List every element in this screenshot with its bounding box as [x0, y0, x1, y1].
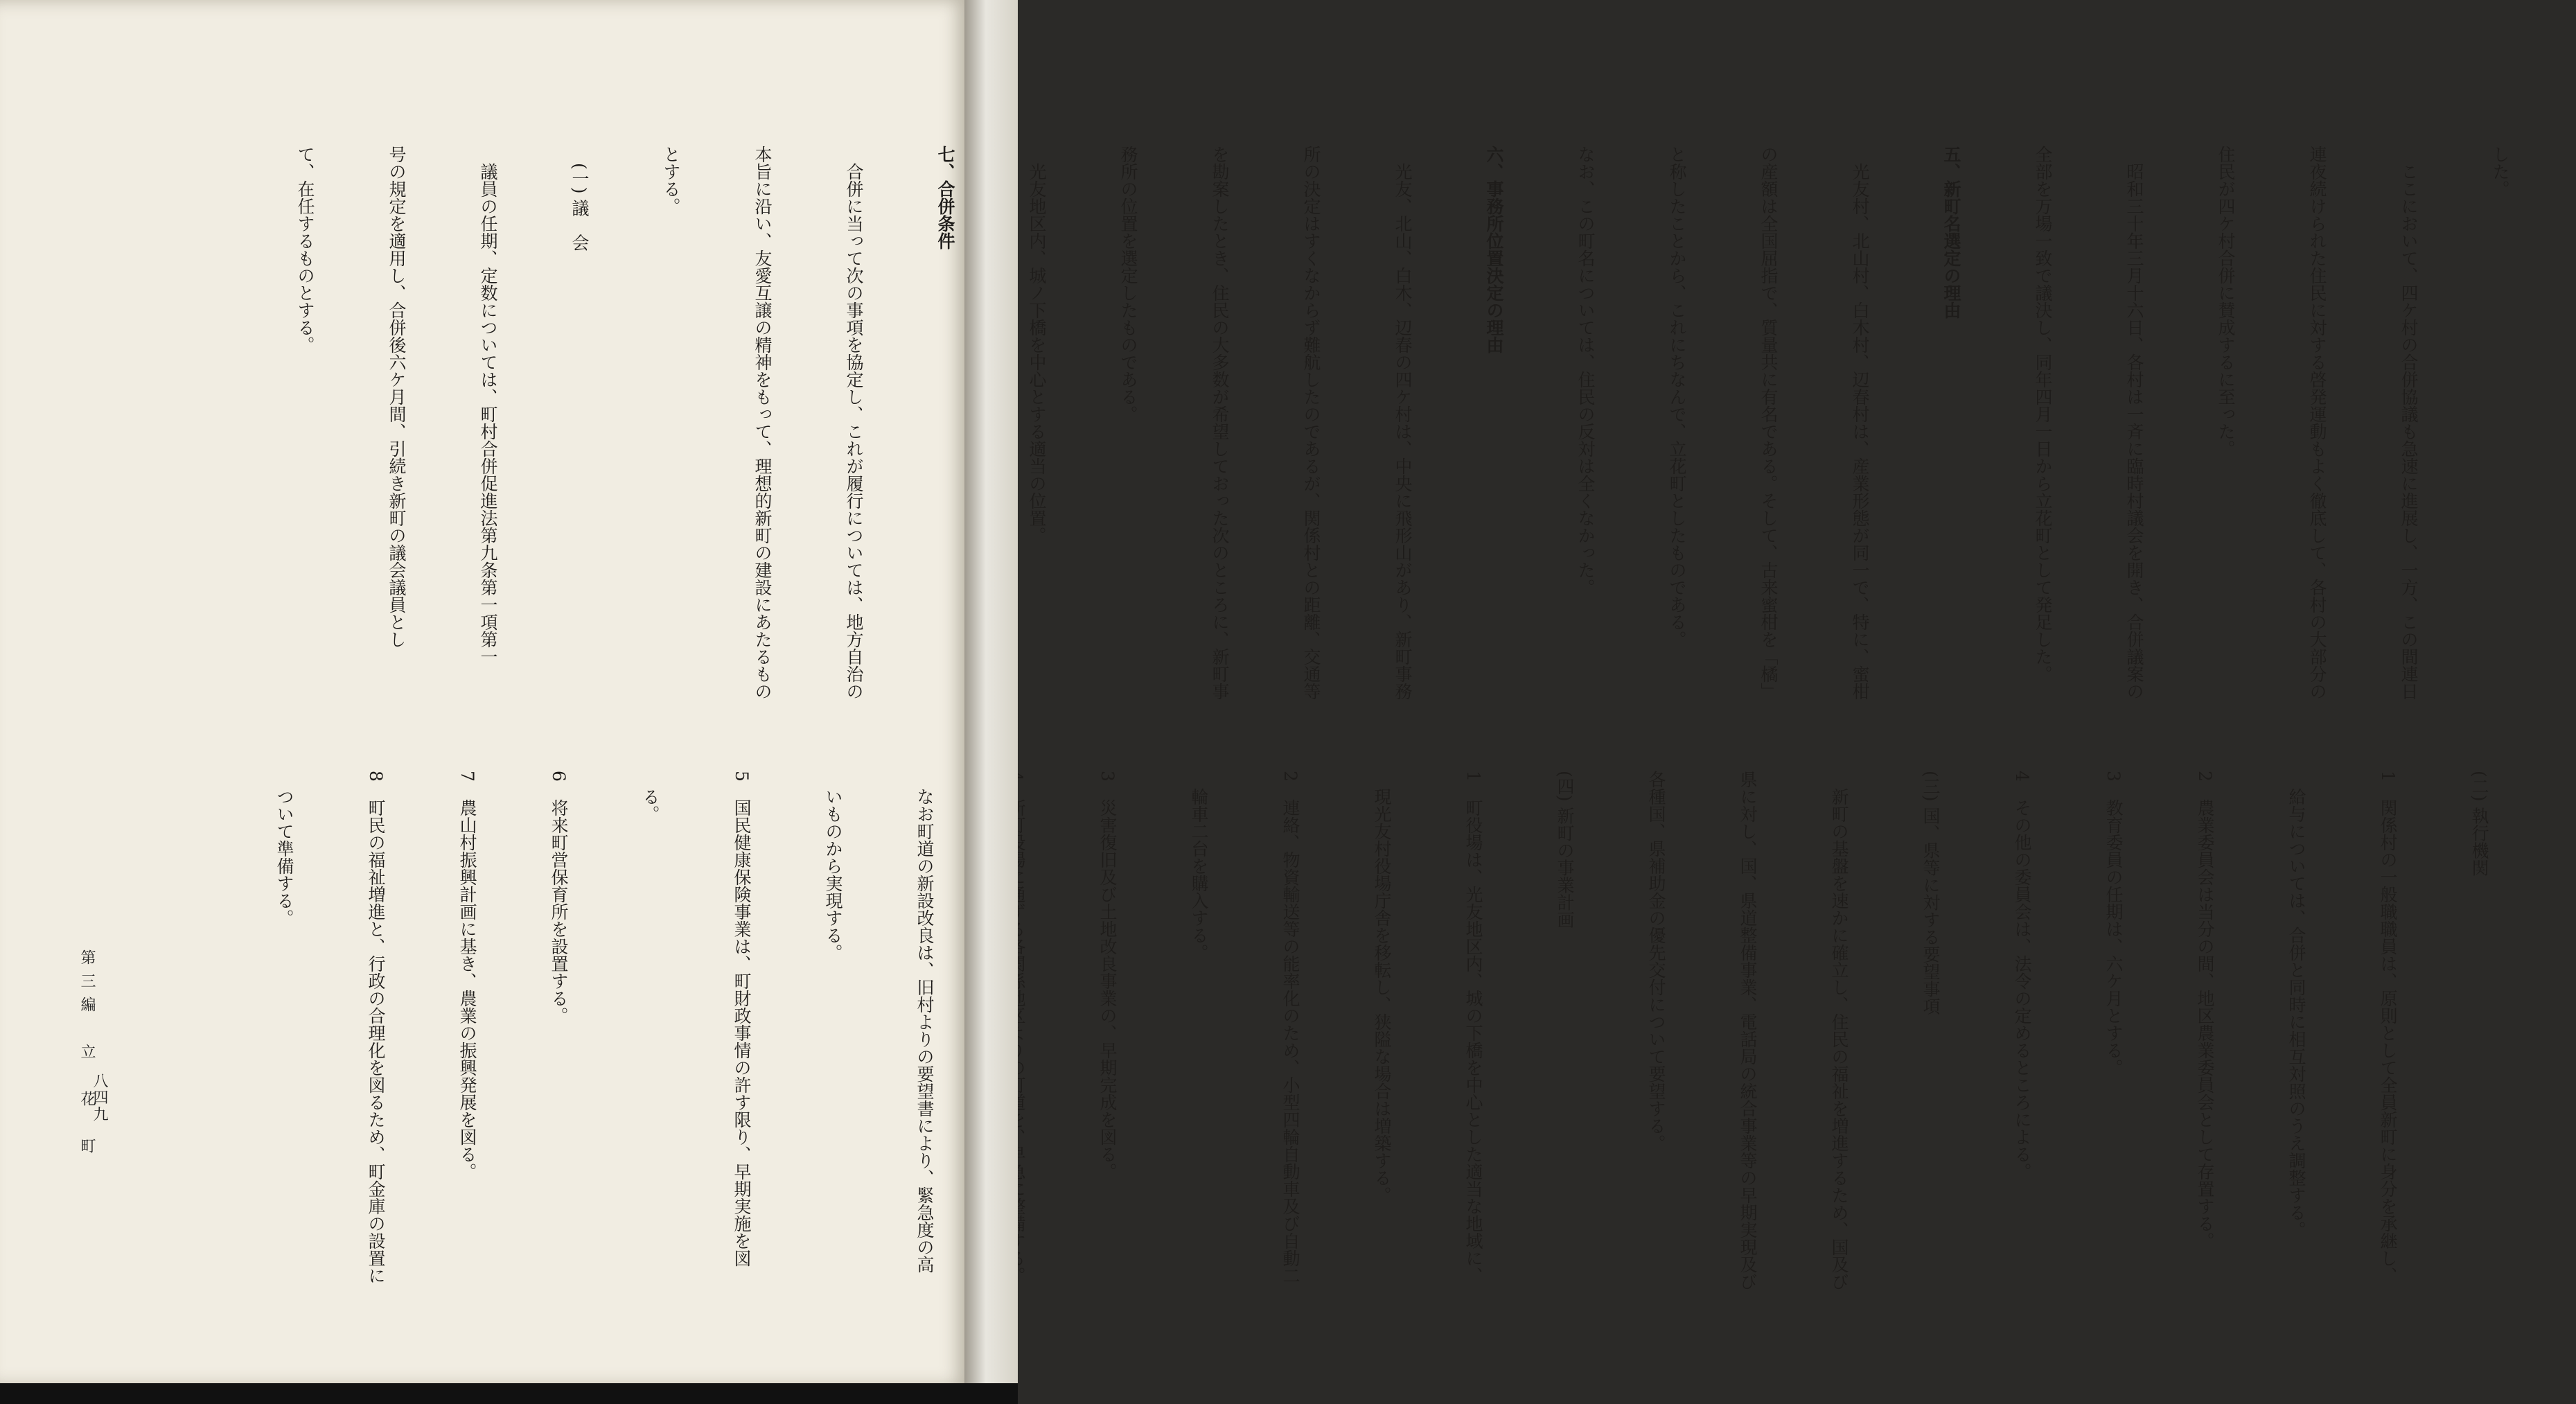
text-line: 光友村、北山村、白木村、辺春村は、産業形態が同一で、特に、蜜柑	[1850, 163, 1870, 700]
section-heading-7: 七、合併条件	[935, 146, 955, 249]
text-line: 6 将来町営保育所を設置する。	[549, 771, 569, 1024]
text-line: 全部を万場一致で議決し、同年四月一日から立花町として発足した。	[2033, 146, 2053, 683]
text-line: 県に対し、国、県道整備事業、電話局の統合事業等の早期実現及び	[1738, 771, 1758, 1290]
text-line: 現光友村役場庁舎を移転し、狭隘な場合は増築する。	[1372, 788, 1392, 1204]
text-line: と称したことから、これにちなんで、立花町としたものである。	[1667, 146, 1687, 648]
subsection-heading: (四) 新町の事業計画	[1555, 771, 1575, 929]
subsection-heading: (二) 執行機関	[2469, 771, 2489, 877]
text-line: 3 災害復旧及び土地改良事業の、早期完成を図る。	[1097, 771, 1118, 1180]
text-line: の産額は全国屈指で、質量共に有名である。そして、古来蜜柑を「橘」	[1758, 146, 1779, 700]
text-line: 昭和三十年三月十六日、各村は一斉に臨時村議会を開き、合併議案の	[2124, 163, 2144, 700]
section-heading-5: 五、新町名選定の理由	[1941, 146, 1961, 319]
text-line: 7 農山村振興計画に基き、農業の振興発展を図る。	[457, 771, 477, 1180]
text-line: なお、この町名については、住民の反対は全くなかった。	[1576, 146, 1596, 596]
text-line: した。	[2490, 146, 2510, 198]
text-line: 5 国民健康保険事業は、町財政事情の許す限り、早期実施を図	[732, 771, 752, 1267]
text-line: 務所の位置を選定したものである。	[1118, 146, 1138, 423]
text-line: ついて準備する。	[274, 788, 294, 927]
text-line: 議員の任期、定数については、町村合併促進法第九条第一項第一	[478, 163, 498, 665]
text-line: 光友地区内、城ノ下橋を中心とする適当の位置。	[1027, 163, 1047, 544]
subsection-heading: (三) 国、県等に対する要望事項	[1921, 771, 1941, 1015]
text-line: 号の規定を適用し、合併後六ケ月間、引続き新町の議会議員とし	[387, 146, 407, 648]
text-line: 連夜続けられた住民に対する啓発運動もよく徹底して、各村の大部分の	[2307, 146, 2327, 700]
text-line: 8 町民の福祉増進と、行政の合理化を図るため、町金庫の設置に	[366, 771, 386, 1284]
text-line: 3 教育委員の任期は、六ケ月とする。	[2103, 771, 2124, 1076]
subsection-heading: (一) 議 会	[570, 163, 590, 252]
upper-text-block	[229, 146, 2576, 755]
page-number: 八四九	[91, 1073, 108, 1123]
text-line: 合併に当って次の事項を協定し、これが履行については、地方自治の	[844, 163, 864, 700]
text-line: 各種国、県補助金の優先交付について要望する。	[1646, 771, 1666, 1152]
text-line: ここにおいて、四ケ村の合併協議も急速に進展し、一方、この間連日	[2399, 163, 2419, 700]
text-line: 輪車二台を購入する。	[1189, 788, 1209, 961]
text-line: る。	[640, 788, 660, 823]
text-line: 住民が四ケ村合併に賛成するに至った。	[2216, 146, 2236, 457]
text-line: 光友、北山、白木、辺春の四ケ村は、中央に飛形山があり、新町事務	[1393, 163, 1413, 700]
text-line: 2 農業委員会は当分の間、地区農業委員会として存置する。	[2195, 771, 2215, 1249]
text-line: なお町道の新設改良は、旧村よりの要望書により、緊急度の高	[915, 788, 935, 1273]
text-line: 1 町役場は、光友地区内、城の下橋を中心とした適当な地域に、	[1463, 771, 1483, 1284]
text-line: いものから実現する。	[823, 788, 843, 961]
text-line: を勘案したとき、住民の大多数が希望しておった次のところに、新町事	[1210, 146, 1230, 700]
running-footer: 第三編 立 花 町	[78, 949, 96, 1161]
section-heading-6: 六、事務所位置決定の理由	[1484, 146, 1504, 353]
text-line: て、在任するものとする。	[295, 146, 315, 353]
text-line: 2 連絡、物資輸送等の能率化のため、小型四輪自動車及び自動二	[1280, 771, 1300, 1284]
text-line: 新町の基盤を速かに確立し、住民の福祉を増進するため、国及び	[1829, 788, 1849, 1290]
text-line: 1 関係村の一般職職員は、原則として全員新町に身分を承継し、	[2378, 771, 2398, 1284]
text-line: 給与については、合併と同時に相互対照のうえ調整する。	[2286, 788, 2306, 1238]
text-line: 本旨に沿い、友愛互譲の精神をもって、理想的新町の建設にあたるもの	[752, 146, 773, 700]
text-line: 4 その他の委員会は、法令の定めるところによる。	[2012, 771, 2032, 1180]
text-line: 所の決定はすくなからず難航したのであるが、関係村との距離、交通等	[1301, 146, 1321, 700]
lower-text-block	[208, 771, 2555, 1304]
text-line: とする。	[661, 146, 681, 215]
scan-border	[0, 1383, 1018, 1404]
page-edge	[964, 0, 1018, 1404]
